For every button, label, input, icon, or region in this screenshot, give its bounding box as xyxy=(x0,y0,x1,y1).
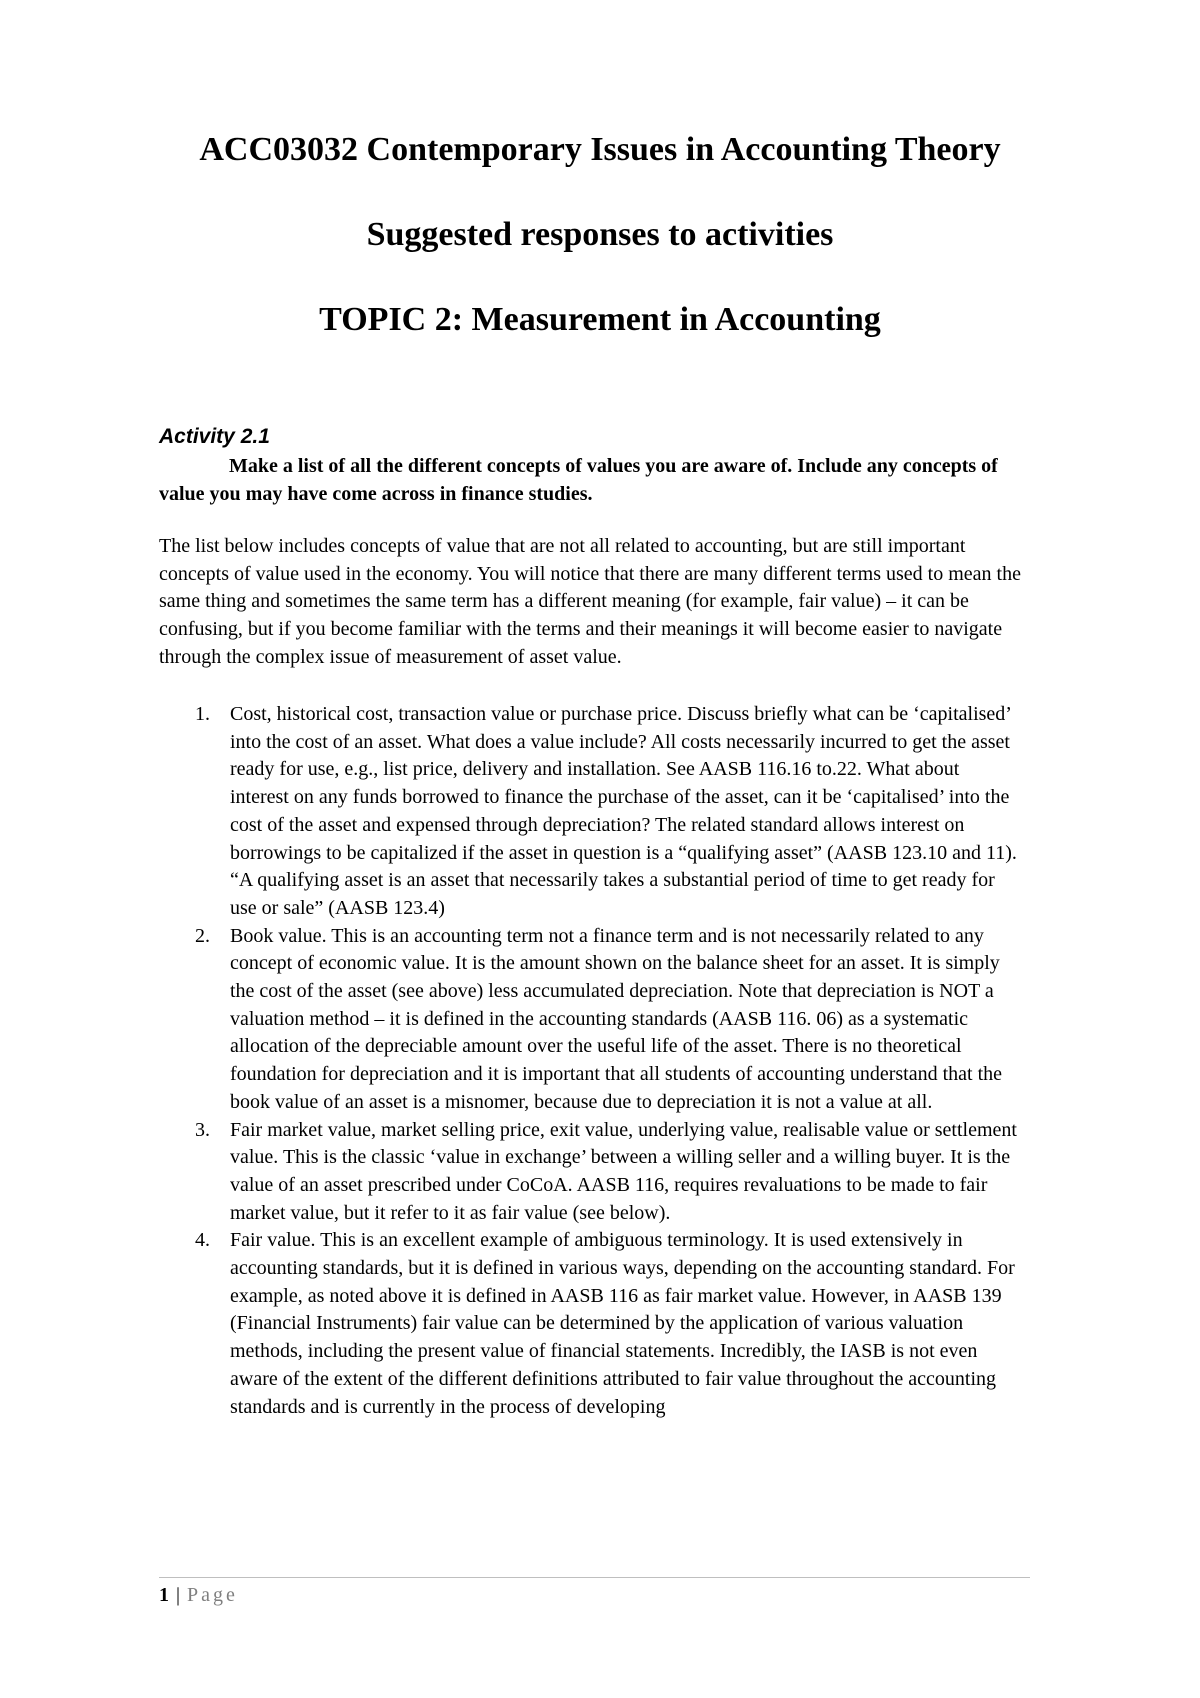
footer-divider xyxy=(159,1577,1030,1578)
footer-separator: | xyxy=(176,1584,181,1606)
list-item-number: 4. xyxy=(195,1229,210,1252)
list-item xyxy=(159,1227,1021,1421)
value-concepts-list xyxy=(159,701,1021,1421)
list-item xyxy=(159,1117,1021,1228)
list-item-text: Fair value. This is an excellent example of ambiguous terminology. It is used extensively in accounting standards, but it is defined in various ways, depending on the accounting standard. For example, as noted above it is defined in AASB 116 as fair market value. However, in AASB 139 (Financial Instruments) fair value can be determined by the application of various valuation methods, including the present value of financial statements. Incredibly, the IASB is not even aware of the extent of the different definitions attributed to fair value throughout the accounting standards and is currently in the process of developing xyxy=(230,1229,1015,1418)
list-item-text: Fair market value, market selling price, exit value, underlying value, realisable value or settlement value. This is the classic ‘value in exchange’ between a willing seller and a willing buyer. It is the value of an asset prescribed under CoCoA. AASB 116, requires revaluations to be made to fair market value, but it refer to it as fair value (see below). xyxy=(230,1118,1017,1224)
page-label: Page xyxy=(187,1584,238,1606)
course-title: ACC03032 Contemporary Issues in Accounting Theory xyxy=(199,131,1001,168)
list-item-number: 2. xyxy=(195,924,210,947)
intro-paragraph: The list below includes concepts of value that are not all related to accounting, but are still important concepts of value used in the economy. You will notice that there are many different terms used to mean the same thing and sometimes the same term has a different meaning (for example, fair value) – it can be confusing, but if you become familiar with the terms and their meanings it will become easier to navigate through the complex issue of measurement of asset value. xyxy=(159,535,1021,668)
activity-question: Make a list of all the different concepts of values you are aware of. Include any concepts of value you may have come across in finance studies. xyxy=(159,455,998,505)
list-item xyxy=(159,923,1021,1117)
list-item-text: Cost, historical cost, transaction value or purchase price. Discuss briefly what can be ‘capitalised’ into the cost of an asset. What does a value include? All costs necessarily incurred to get the asset ready for use, e.g., list price, delivery and installation. See AASB 116.16 to.22. What about interest on any funds borrowed to finance the purchase of the asset, can it be ‘capitalised’ into the cost of the asset and expensed through depreciation? The related standard allows interest on borrowings to be capitalized if the asset in question is a “qualifying asset” (AASB 123.10 and 11). “A qualifying asset is an asset that necessarily takes a substantial period of time to get ready for use or sale” (AASB 123.4) xyxy=(230,703,1017,919)
list-item xyxy=(159,701,1021,923)
list-item-number: 1. xyxy=(195,703,210,725)
activity-heading: Activity 2.1 xyxy=(159,425,270,448)
topic-title: TOPIC 2: Measurement in Accounting xyxy=(319,301,881,338)
document-subtitle: Suggested responses to activities xyxy=(366,216,834,253)
page-number: 1 xyxy=(159,1584,169,1606)
list-item-number: 3. xyxy=(195,1118,210,1141)
list-item-text: Book value. This is an accounting term not a finance term and is not necessarily related to any concept of economic value. It is the amount shown on the balance sheet for an asset. It is simply the cost of the asset (see above) less accumulated depreciation. Note that depreciation is NOT a valuation method – it is defined in the accounting standards (AASB 116. 06) as a systematic allocation of the depreciable amount over the useful life of the asset. There is no theoretical foundation for depreciation and it is important that all students of accounting understand that the book value of an asset is a misnomer, because due to depreciation it is not a value at all. xyxy=(230,924,1003,1113)
page-footer xyxy=(159,1582,238,1608)
